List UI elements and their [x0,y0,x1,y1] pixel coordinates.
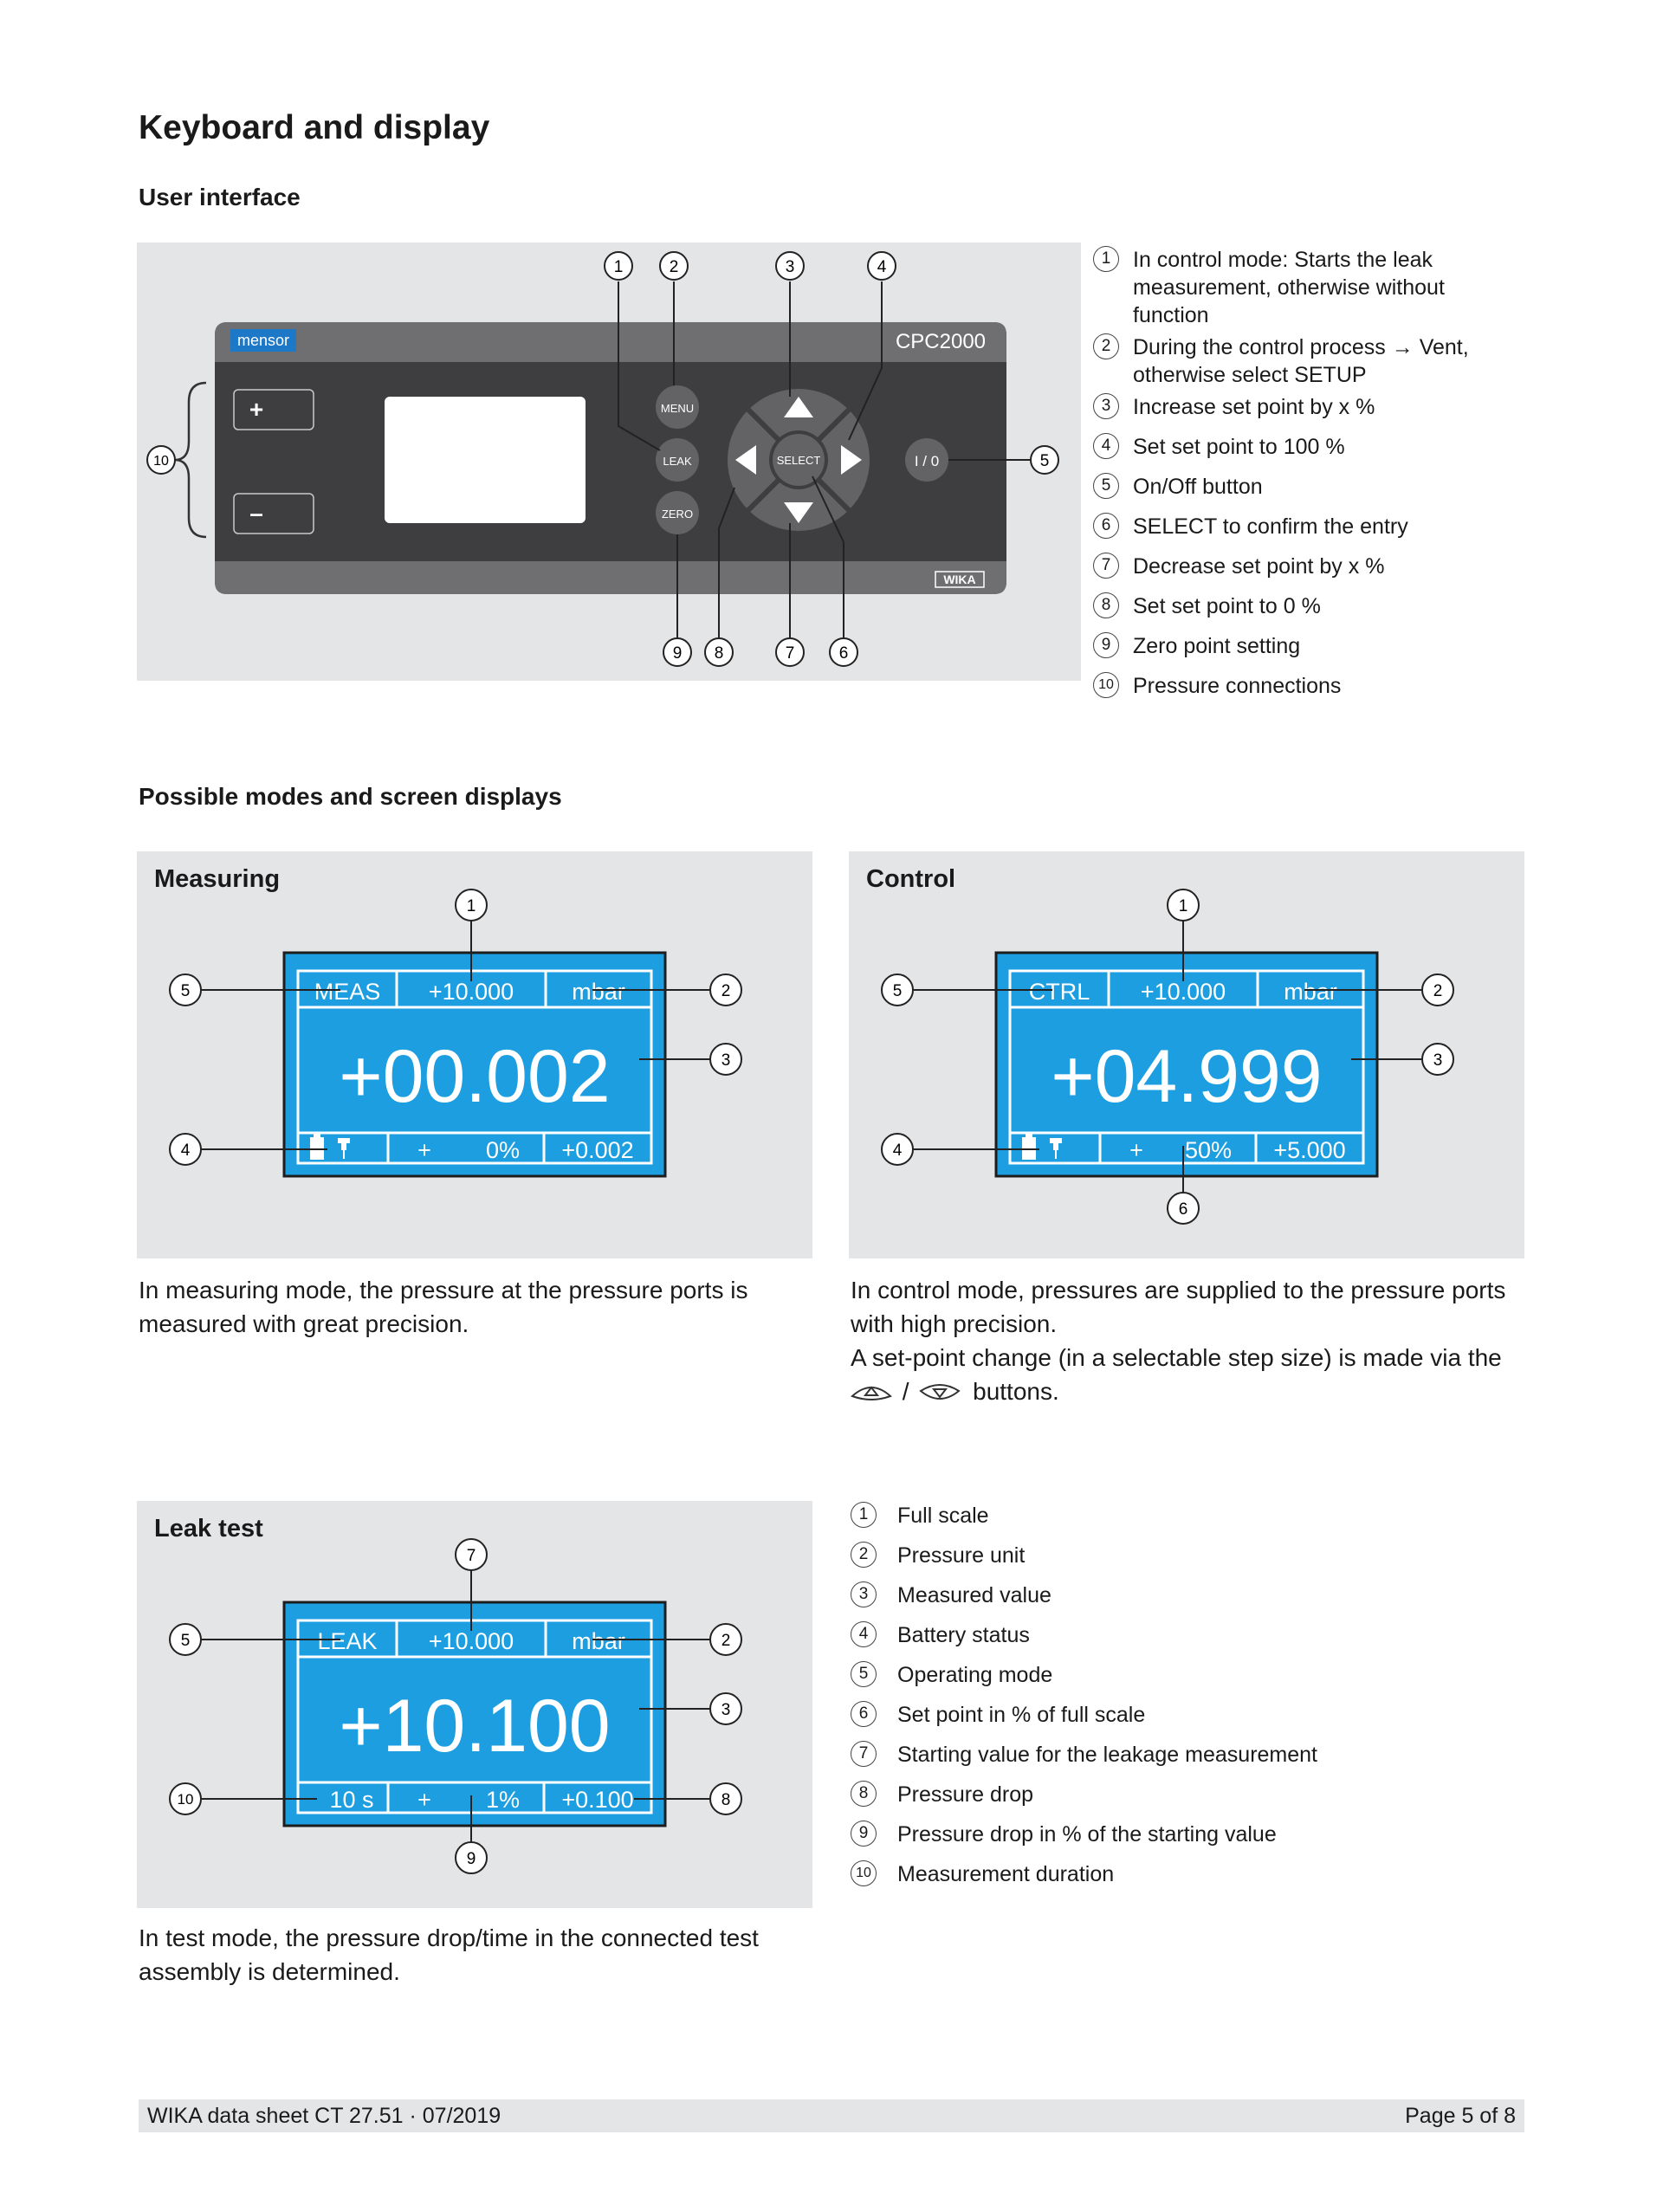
leak-unit: mbar [572,1628,625,1654]
control-full-scale: +10.000 [1140,979,1226,1005]
svg-text:1: 1 [613,258,624,276]
display-legend-item: 1 Full scale [851,1502,1474,1530]
ui-legend-item: 3 Increase set point by x % [1093,393,1483,421]
device-bottom-band [215,561,1006,594]
leak-delta: +0.100 [561,1787,634,1813]
leak-percent: 1% [485,1787,520,1813]
power-button-label: I / 0 [914,453,940,469]
section-title-modes: Possible modes and screen displays [139,783,562,810]
footer-page-number: Page 5 of 8 [1405,2104,1516,2128]
leak-screen-diagram [137,1501,812,1908]
leak-button-label: LEAK [663,455,692,468]
leak-mode-label: LEAK [317,1628,378,1654]
svg-text:3: 3 [785,258,795,276]
leak-test-panel [137,1501,812,1908]
control-title: Control [866,865,956,893]
control-unit: mbar [1284,979,1337,1005]
svg-text:7: 7 [466,1547,476,1565]
device-screen [385,397,586,523]
control-panel [849,851,1524,1258]
svg-text:2: 2 [721,982,731,1000]
svg-text:5: 5 [892,982,903,1000]
display-legend-item: 8 Pressure drop [851,1781,1474,1808]
measuring-sign: + [417,1137,431,1163]
display-legend-item: 2 Pressure unit [851,1542,1474,1569]
svg-text:4: 4 [877,258,887,276]
measuring-panel [137,851,812,1258]
display-legend-item: 10 Measurement duration [851,1860,1474,1888]
measuring-title: Measuring [154,865,281,893]
svg-text:5: 5 [180,982,191,1000]
svg-text:4: 4 [180,1142,191,1160]
svg-text:6: 6 [838,644,849,663]
leak-value: +10.100 [339,1685,611,1768]
control-sign: + [1129,1137,1143,1163]
ui-legend-item: 7 Decrease set point by x % [1093,553,1483,580]
select-button-label: SELECT [776,454,821,467]
ui-legend-item: 9 Zero point setting [1093,632,1483,660]
ui-legend-item: 6 SELECT to confirm the entry [1093,513,1483,540]
control-description-1: In control mode, pressures are supplied to the pressure ports with high precision. [851,1277,1506,1337]
measuring-value: +00.002 [339,1035,611,1118]
svg-text:2: 2 [1433,982,1443,1000]
svg-text:6: 6 [1178,1200,1188,1219]
measuring-mode-label: MEAS [314,979,381,1005]
footer-document-id: WIKA data sheet CT 27.51 · 07/2019 [147,2104,501,2128]
minus-port[interactable] [234,494,314,534]
down-button-icon [919,1381,961,1403]
control-value: +04.999 [1051,1035,1323,1118]
measuring-delta: +0.002 [561,1137,634,1163]
svg-text:9: 9 [672,644,683,663]
up-button-icon [851,1381,892,1403]
device-body [215,322,1006,594]
measuring-full-scale: +10.000 [428,979,514,1005]
mensor-logo-text: mensor [236,332,290,349]
svg-text:9: 9 [466,1850,476,1868]
svg-text:8: 8 [714,644,724,663]
control-description-2: A set-point change (in a selectable step size) is made via the [851,1344,1502,1371]
wika-logo-text: WIKA [943,572,976,586]
svg-text:2: 2 [669,258,679,276]
svg-text:3: 3 [721,1701,731,1719]
ui-legend-item: 4 Set set point to 100 % [1093,433,1483,461]
ui-legend-item: 8 Set set point to 0 % [1093,592,1483,620]
leak-time: 10 s [329,1787,374,1813]
svg-text:2: 2 [721,1632,731,1650]
display-legend-item: 4 Battery status [851,1621,1474,1649]
svg-text:3: 3 [1433,1051,1443,1070]
measuring-description: In measuring mode, the pressure at the pressure ports is measured with great precision. [139,1277,748,1337]
svg-text:3: 3 [721,1051,731,1070]
plus-port[interactable] [234,390,314,430]
menu-button-label: MENU [660,402,695,415]
display-legend-item: 3 Measured value [851,1581,1474,1609]
display-legend-item: 5 Operating mode [851,1661,1474,1689]
device-figure-panel [137,243,1081,681]
page-footer [139,2099,1524,2132]
leak-test-title: Leak test [154,1515,263,1543]
ports-bracket [175,383,206,537]
svg-text:1: 1 [466,897,476,915]
svg-text:4: 4 [892,1142,903,1160]
svg-text:5: 5 [1039,452,1050,470]
display-legend-item: 9 Pressure drop in % of the starting value [851,1821,1474,1848]
measuring-screen-diagram [137,851,812,1258]
ui-legend-item: 5 On/Off button [1093,473,1483,501]
measuring-percent: 0% [485,1137,520,1163]
control-description-3: buttons. [973,1378,1059,1405]
svg-text:1: 1 [1178,897,1188,915]
page-heading: Keyboard and display [139,109,490,146]
ui-legend-item: 10 Pressure connections [1093,672,1483,700]
control-screen-diagram [849,851,1524,1258]
ui-legend-item: 2 During the control process → Vent, otherwise select SETUP [1093,333,1483,389]
zero-button-label: ZERO [661,508,694,521]
model-label: CPC2000 [895,330,987,353]
leak-sign: + [417,1787,431,1813]
measuring-unit: mbar [572,979,625,1005]
svg-text:8: 8 [721,1791,731,1809]
display-legend-item: 7 Starting value for the leakage measurement [851,1741,1474,1769]
control-description-3-row: / buttons. [851,1374,1059,1408]
device-diagram [137,243,1081,681]
minus-port-label: – [249,500,263,527]
ui-legend-list [1093,246,1483,700]
display-legend-item: 6 Set point in % of full scale [851,1701,1474,1729]
control-percent: 50% [1184,1137,1232,1163]
control-mode-label: CTRL [1028,979,1090,1005]
leak-test-description: In test mode, the pressure drop/time in the connected test assembly is determined. [139,1924,759,1985]
device-top-band [215,322,1006,362]
leak-full-scale: +10.000 [428,1628,514,1654]
plus-port-label: + [249,396,264,423]
svg-text:7: 7 [785,644,795,663]
svg-text:5: 5 [180,1632,191,1650]
ui-legend-item: 1 In control mode: Starts the leak measurement, otherwise without function [1093,246,1483,329]
svg-text:10: 10 [177,1791,194,1808]
control-delta: +5.000 [1273,1137,1346,1163]
section-title-user-interface: User interface [139,184,301,210]
display-legend-list [851,1502,1474,1888]
svg-text:10: 10 [153,454,169,469]
